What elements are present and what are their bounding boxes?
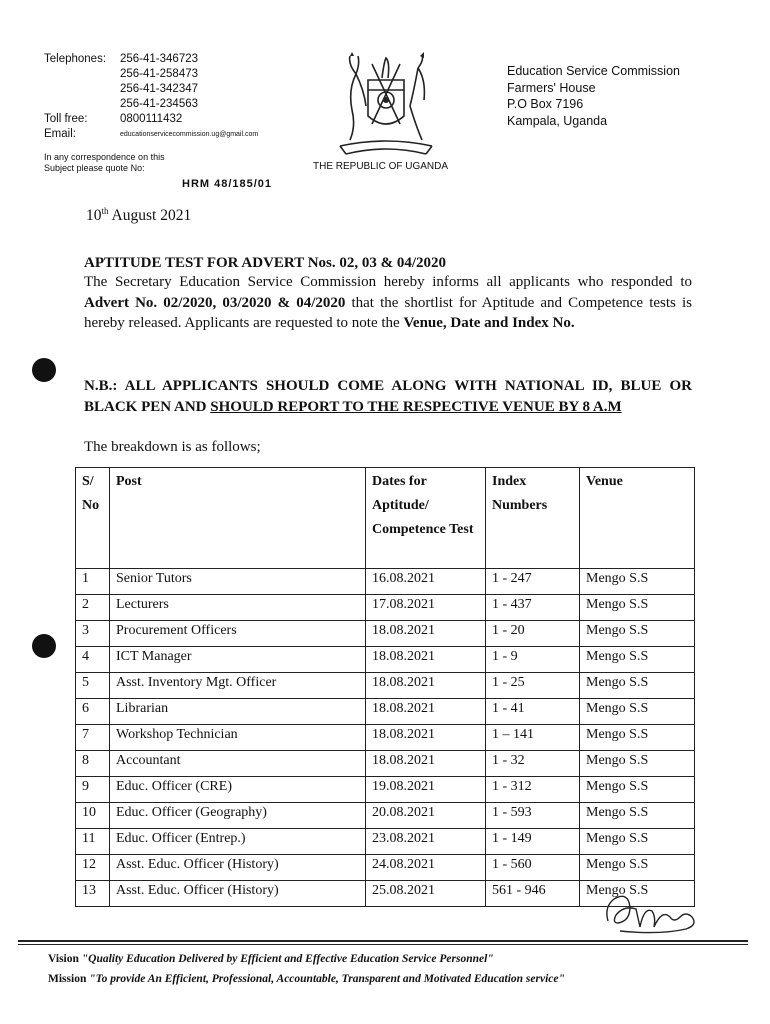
tollfree-label: Toll free:	[44, 113, 88, 125]
address-line: P.O Box 7196	[507, 97, 584, 111]
table-row: 10 Educ. Officer (Geography) 20.08.2021 1 - 593 Mengo S.S	[76, 803, 695, 829]
address-line: Kampala, Uganda	[507, 113, 608, 128]
telephones-label: Telephones:	[44, 53, 107, 65]
header-index: Index Numbers	[486, 468, 580, 569]
vision-statement: Vision "Quality Education Delivered by Efficient and Effective Education Service Personnel"	[48, 953, 494, 965]
punch-hole	[32, 634, 56, 658]
correspondence-note: In any correspondence on this Subject please quote No:	[44, 152, 165, 173]
table-row: 3 Procurement Officers 18.08.2021 1 - 20 Mengo S.S	[76, 621, 695, 647]
table-row: 7 Workshop Technician 18.08.2021 1 – 141 Mengo S.S	[76, 725, 695, 751]
table-row: 6 Librarian 18.08.2021 1 - 41 Mengo S.S	[76, 699, 695, 725]
schedule-table	[75, 467, 695, 907]
table-row: 8 Accountant 18.08.2021 1 - 32 Mengo S.S	[76, 751, 695, 777]
address-line: Farmers' House	[507, 80, 596, 95]
footer-divider	[18, 944, 748, 945]
table-row: 1 Senior Tutors 16.08.2021 1 - 247 Mengo S.S	[76, 569, 695, 595]
table-row: 4 ICT Manager 18.08.2021 1 - 9 Mengo S.S	[76, 647, 695, 673]
nb-notice: N.B.: ALL APPLICANTS SHOULD COME ALONG WITH NATIONAL ID, BLUE OR BLACK PEN AND SHOULD REPORT TO THE RESPECTIVE VENUE BY 8 A.M	[84, 378, 692, 415]
telephone-number: 256-41-346723	[120, 53, 199, 65]
telephone-number: 256-41-258473	[120, 68, 199, 80]
table-row: 11 Educ. Officer (Entrep.) 23.08.2021 1 - 149 Mengo S.S	[76, 829, 695, 855]
table-header-row	[76, 468, 695, 569]
telephone-number: 256-41-342347	[120, 83, 199, 95]
email-label: Email:	[44, 128, 76, 140]
reference-number: HRM 48/185/01	[182, 178, 273, 190]
breakdown-intro: The breakdown is as follows;	[84, 439, 261, 455]
mission-statement: Mission "To provide An Efficient, Professional, Accountable, Transparent and Motivated Education service"	[48, 973, 565, 985]
table-row: 12 Asst. Educ. Officer (History) 24.08.2021 1 - 560 Mengo S.S	[76, 855, 695, 881]
table-row: 13 Asst. Educ. Officer (History) 25.08.2021 561 - 946 Mengo S.S	[76, 881, 695, 907]
letter-heading: APTITUDE TEST FOR ADVERT Nos. 02, 03 & 04/2020	[84, 255, 447, 271]
table-row: 9 Educ. Officer (CRE) 19.08.2021 1 - 312 Mengo S.S	[76, 777, 695, 803]
republic-caption: THE REPUBLIC OF UGANDA	[313, 161, 449, 172]
telephone-number: 256-41-234563	[120, 98, 199, 110]
header-post: Post	[110, 468, 366, 569]
address-line: Education Service Commission	[507, 64, 680, 78]
header-sno: S/ No	[76, 468, 110, 569]
contact-block	[44, 52, 258, 142]
letter-date: 10th August 2021	[86, 206, 192, 225]
footer-divider	[18, 940, 748, 942]
table-row: 2 Lecturers 17.08.2021 1 - 437 Mengo S.S	[76, 595, 695, 621]
letter-paragraph: The Secretary Education Service Commission hereby informs all applicants who responded to Advert No. 02/2020, 03/2020 & 04/2020 that the shortlist for Aptitude and Competence tests is hereby released. Applicants are requested to note the Venue, Date and Index No.	[84, 274, 692, 331]
table-row: 5 Asst. Inventory Mgt. Officer 18.08.2021 1 - 25 Mengo S.S	[76, 673, 695, 699]
coat-of-arms-icon	[326, 50, 446, 162]
commission-address	[507, 63, 680, 129]
header-venue: Venue	[580, 468, 695, 569]
header-dates: Dates for Aptitude/ Competence Test	[366, 468, 486, 569]
email-address: educationservicecommission.ug@gmail.com	[120, 131, 259, 138]
signature-icon	[600, 887, 702, 937]
tollfree-number: 0800111432	[120, 113, 183, 125]
punch-hole	[32, 358, 56, 382]
